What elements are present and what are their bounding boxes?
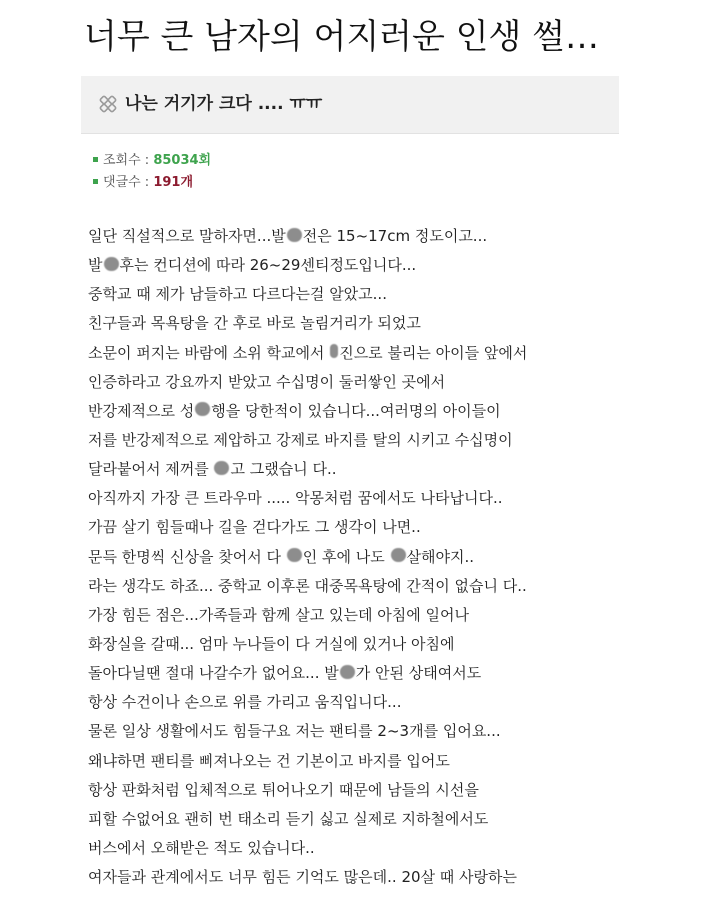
body-line [88, 222, 688, 251]
body-text-segment: 소문이 퍼지는 바람에 소위 학교에서 [88, 343, 330, 362]
body-text-segment: 행을 당한적이 있습니다...여러명의 아이들이 [211, 401, 501, 420]
body-line: 화장실을 갈때... 엄마 누나들이 다 거실에 있거나 아침에 [88, 634, 455, 653]
body-line: 항상 판화처럼 입체적으로 튀어나오기 때문에 남들의 시선을 [88, 780, 479, 799]
body-text-segment: 가 안된 상태여서도 [355, 664, 482, 683]
body-text-segment: 인 후에 나도 [302, 547, 390, 566]
censor-blur [104, 257, 119, 271]
censor-blur [330, 344, 338, 358]
body-line: 가끔 살기 힘들때나 길을 걷다가도 그 생각이 나면.. [88, 518, 421, 537]
comments-count: 191개 [153, 175, 194, 190]
body-line: 물론 일상 생활에서도 힘들구요 저는 팬티를 2~3개를 입어요... [88, 722, 501, 741]
body-line [88, 659, 688, 688]
body-line: 여자들과 관계에서도 너무 힘든 기억도 많은데.. 20살 때 사랑하는 [88, 868, 518, 887]
censor-blur [287, 548, 302, 562]
body-line [88, 251, 688, 280]
censor-blur [195, 402, 210, 416]
body-text-segment: 전은 15~17cm 정도이고... [302, 227, 488, 245]
censor-blur [214, 461, 229, 475]
body-line: 왜냐하면 팬티를 삐져나오는 건 기본이고 바지를 입어도 [88, 751, 450, 770]
body-text-segment: 문득 한명씩 신상을 찾어서 다 [88, 547, 286, 566]
body-line: 가장 힘든 점은...가족들과 함께 살고 있는데 아침에 일어나 [88, 605, 469, 624]
body-text-segment: 후는 컨디션에 따라 26~29센티정도입니다... [119, 256, 417, 275]
comments-row [93, 172, 211, 194]
censor-blur [287, 228, 302, 242]
body-line: 버스에서 오해받은 적도 있습니다.. [88, 838, 315, 857]
post-title: 나는 거기가 크다 .... ㅠㅠ [125, 94, 323, 114]
bullet-icon [93, 157, 98, 162]
body-line: 아직까지 가장 큰 트라우마 ..... 악몽처럼 꿈에서도 나타납니다.. [88, 489, 503, 508]
body-text-segment: 살해야지.. [406, 547, 474, 566]
article-headline: 너무 큰 남자의 어지러운 인생 썰… [84, 17, 600, 57]
body-text-segment: 돌아다닐땐 절대 나갈수가 없어요... 발 [88, 664, 339, 683]
views-label: 조회수 : [103, 153, 154, 168]
body-line [88, 397, 688, 426]
censor-blur [391, 548, 406, 562]
body-text-segment: 고 그랬습니 다.. [230, 460, 337, 479]
body-text-segment: 진으로 불리는 아이들 앞에서 [339, 343, 528, 362]
body-line: 인증하라고 강요까지 받았고 수십명이 둘러쌓인 곳에서 [88, 372, 446, 391]
body-line: 친구들과 목욕탕을 간 후로 바로 놀림거리가 되었고 [88, 314, 421, 333]
views-count: 85034회 [153, 153, 212, 168]
body-text-segment: 발 [88, 256, 103, 275]
bullet-icon [93, 179, 98, 184]
body-line: 저를 반강제적으로 제압하고 강제로 바지를 탈의 시키고 수십명이 [88, 430, 513, 449]
body-line: 중학교 때 제가 남들하고 다르다는걸 알았고... [88, 285, 387, 304]
post-body [88, 222, 688, 892]
views-row [93, 150, 211, 172]
censor-blur [340, 665, 355, 679]
body-line: 라는 생각도 하죠... 중학교 이후론 대중목욕탕에 간적이 없습니 다.. [88, 576, 527, 595]
post-title-bar [81, 76, 619, 134]
body-line: 피할 수없어요 괜히 번 태소리 듣기 싫고 실제로 지하철에서도 [88, 809, 489, 828]
body-text-segment: 달라붙어서 제꺼를 [88, 460, 214, 479]
post-stats [93, 150, 211, 194]
body-line [88, 455, 688, 484]
comments-label: 댓글수 : [103, 175, 154, 190]
clover-icon [99, 95, 117, 113]
body-text-segment: 일단 직설적으로 말하자면...발 [88, 227, 286, 245]
body-line [88, 339, 688, 368]
body-text-segment: 반강제적으로 성 [88, 401, 195, 420]
body-line: 항상 수건이나 손으로 위를 가리고 움직입니다... [88, 693, 402, 712]
body-line [88, 543, 688, 572]
